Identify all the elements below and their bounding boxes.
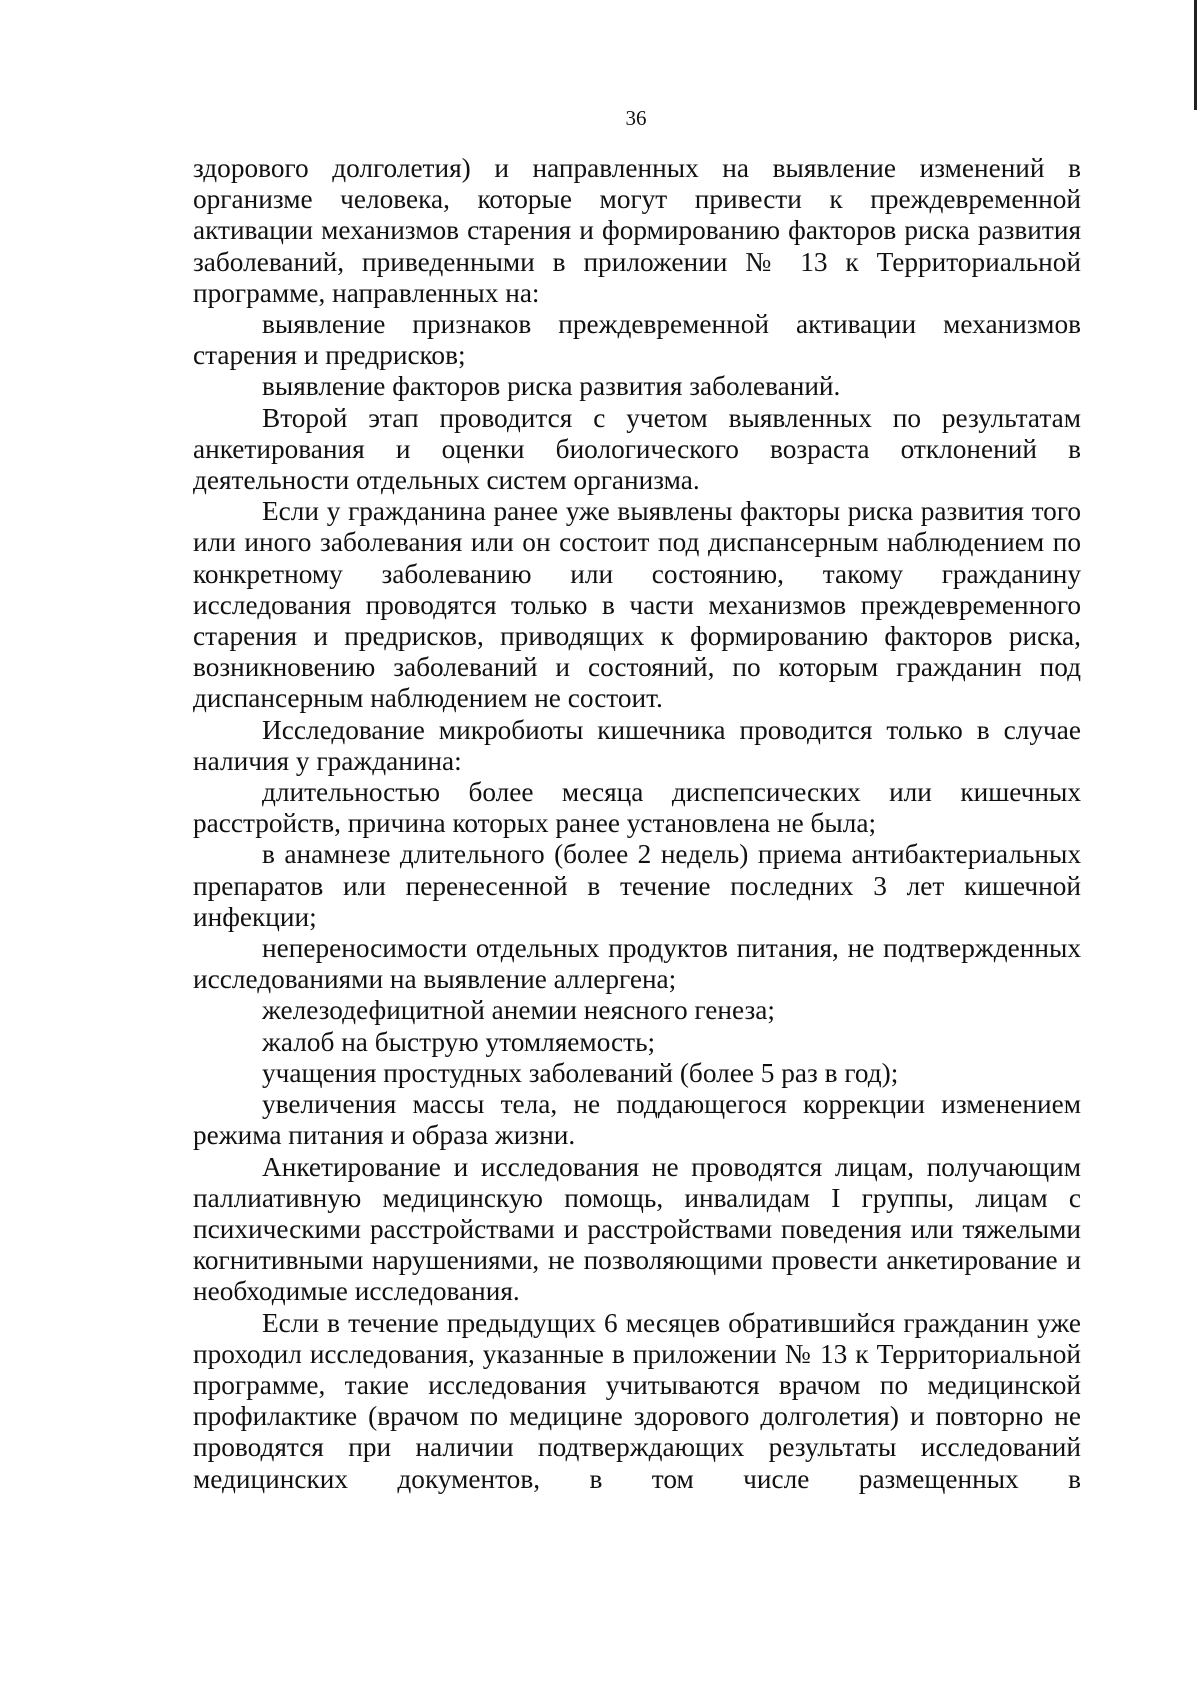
- paragraph: Второй этап проводится с учетом выявленных по результатам анкетирования и оценки биологического возраста отклонений в деятельности отдельных систем организма.: [193, 402, 1081, 496]
- paragraph-list-item: в анамнезе длительного (более 2 недель) приема антибактериальных препаратов или перенесенной в течение последних 3 лет кишечной инфекции;: [193, 839, 1081, 932]
- paragraph: Исследование микробиоты кишечника проводится только в случае наличия у гражданина:: [193, 714, 1081, 776]
- paragraph: Анкетирование и исследования не проводятся лицам, получающим паллиативную медицинскую помощь, инвалидам I группы, лицам с психическими расстройствами и расстройствами поведения или тяжелыми когнитивными нарушениями, не позволяющими провести анкетирование и необходимые исследования.: [193, 1151, 1081, 1307]
- paragraph-list-item: выявление факторов риска развития заболеваний.: [262, 371, 841, 402]
- paragraph-list-item: учащения простудных заболеваний (более 5 раз в год);: [262, 1057, 899, 1088]
- page-number: 36: [625, 106, 647, 130]
- paragraph-continuation: здорового долголетия) и направленных на выявление изменений в организме человека, которые могут привести к преждевременной активации механизмов старения и формированию факторов риска развития заболеваний, приведенными в приложении № 13 к Территориальной программе, направленных на:: [193, 153, 1081, 308]
- paragraph-list-item: длительностью более месяца диспепсических или кишечных расстройств, причина которых ранее установлена не была;: [193, 777, 1081, 839]
- paragraph-list-item: увеличения массы тела, не поддающегося коррекции изменением режима питания и образа жизни.: [193, 1089, 1081, 1151]
- paragraph-list-item: железодефицитной анемии неясного генеза;: [262, 995, 775, 1026]
- paragraph-list-item: выявление признаков преждевременной активации механизмов старения и предрисков;: [193, 309, 1081, 371]
- paragraph: Если в течение предыдущих 6 месяцев обратившийся гражданин уже проходил исследования, указанные в приложении № 13 к Территориальной программе, такие исследования учитываются врачом по медицинской профилактике (врачом по медицине здорового долголетия) и повторно не проводятся при наличии подтверждающих результаты исследований медицинских документов, в том числе размещенных в: [193, 1307, 1081, 1494]
- paragraph: Если у гражданина ранее уже выявлены факторы риска развития того или иного заболевания или он состоит под диспансерным наблюдением по конкретному заболеванию или состоянию, такому гражданину исследования проводятся только в части механизмов преждевременного старения и предрисков, приводящих к формированию факторов риска, возникновению заболеваний и состояний, по которым гражданин под диспансерным наблюдением не состоит.: [193, 496, 1081, 714]
- document-body: [193, 153, 1081, 1495]
- scan-edge-mark: [1194, 0, 1197, 110]
- paragraph-list-item: непереносимости отдельных продуктов питания, не подтвержденных исследованиями на выявление аллергена;: [193, 933, 1081, 995]
- paragraph-list-item: жалоб на быструю утомляемость;: [262, 1026, 656, 1057]
